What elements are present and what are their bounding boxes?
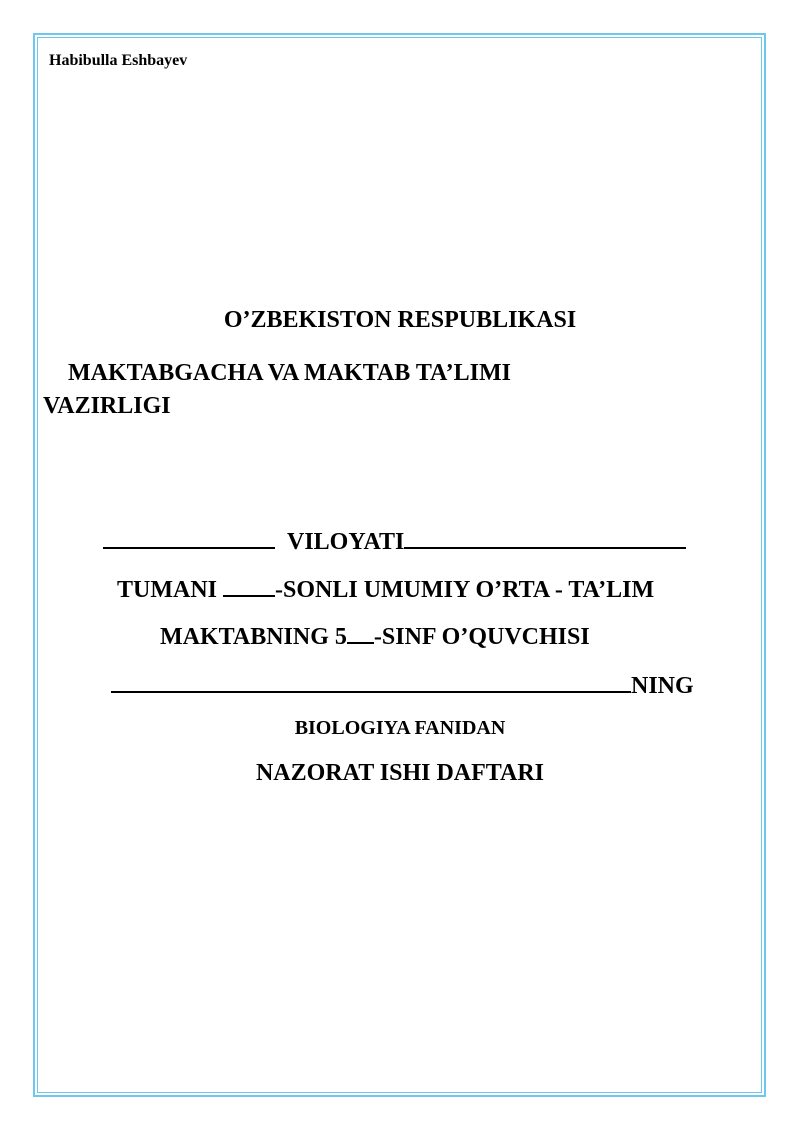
- document-title: NAZORAT ISHI DAFTARI: [255, 760, 545, 786]
- class-label: -SINF O’QUVCHISI: [373, 624, 590, 650]
- school-number-blank: [223, 575, 275, 597]
- maktab-line: [160, 622, 590, 651]
- viloyat-label: VILOYATI: [287, 529, 405, 555]
- ministry-line-1: O’ZBEKISTON RESPUBLIKASI: [223, 307, 577, 333]
- class-letter-blank: [347, 622, 374, 644]
- school-label: -SONLI UMUMIY O’RTA - TA’LIM: [275, 577, 655, 603]
- page-border-inner: [37, 37, 762, 1093]
- ning-label: NING: [631, 673, 694, 699]
- tumani-line: [117, 575, 654, 604]
- student-name-line: [111, 671, 694, 700]
- maktab-label: MAKTABNING 5: [160, 624, 347, 650]
- tumani-label: TUMANI: [117, 577, 217, 603]
- name-blank: [379, 671, 631, 693]
- ministry-line-2: MAKTABGACHA VA MAKTAB TA’LIMI: [68, 360, 511, 386]
- district-blank: [404, 527, 686, 549]
- viloyat-line: [103, 527, 686, 556]
- author-name: Habibulla Eshbayev: [49, 52, 188, 69]
- subject-label: BIOLOGIYA FANIDAN: [294, 717, 506, 739]
- region-blank: [103, 527, 275, 549]
- ministry-line-3: VAZIRLIGI: [43, 393, 171, 419]
- surname-blank: [111, 671, 379, 693]
